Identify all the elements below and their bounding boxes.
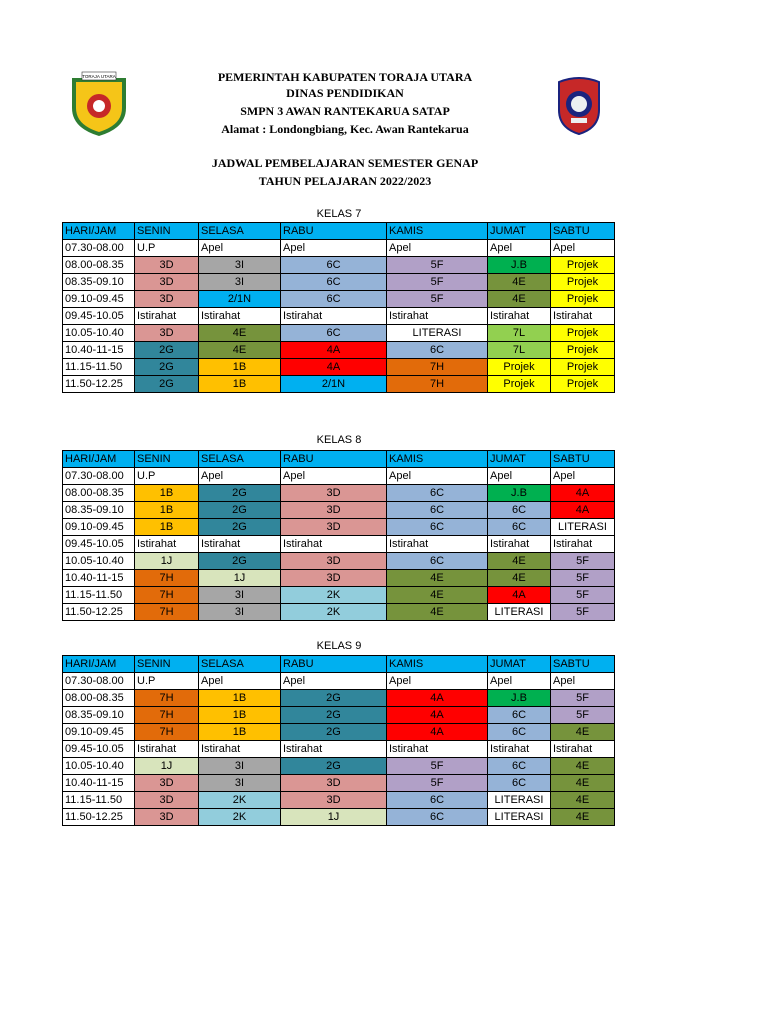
subject-cell: 4E	[551, 775, 615, 792]
time-slot-cell: 09.45-10.05	[63, 741, 135, 758]
schedule-table-kelas-7	[62, 222, 615, 393]
table-row	[63, 673, 615, 690]
subject-cell: Projek	[551, 359, 615, 376]
subject-cell: 3D	[135, 257, 199, 274]
subject-cell: 6C	[488, 519, 551, 536]
crest-text: TORAJA UTARA	[82, 74, 116, 79]
subject-cell: 2G	[199, 519, 281, 536]
subject-cell: 3D	[281, 792, 387, 809]
subject-cell: 4E	[199, 325, 281, 342]
subject-cell: J.B	[488, 690, 551, 707]
time-slot-cell: 11.15-11.50	[63, 587, 135, 604]
subject-cell: 3I	[199, 775, 281, 792]
subject-cell: 7H	[135, 690, 199, 707]
column-header: JUMAT	[488, 223, 551, 240]
subject-cell: 5F	[551, 570, 615, 587]
subject-cell: 4E	[551, 758, 615, 775]
subject-cell: 7H	[135, 587, 199, 604]
time-slot-cell: 10.05-10.40	[63, 553, 135, 570]
subject-cell: Apel	[281, 240, 387, 257]
subject-cell: LITERASI	[488, 809, 551, 826]
table-row	[63, 274, 615, 291]
subject-cell: 4E	[488, 291, 551, 308]
subject-cell: LITERASI	[551, 519, 615, 536]
subject-cell: Istirahat	[281, 308, 387, 325]
table-row	[63, 741, 615, 758]
table-row	[63, 553, 615, 570]
subject-cell: 4E	[551, 792, 615, 809]
subject-cell: 6C	[281, 325, 387, 342]
subject-cell: LITERASI	[387, 325, 488, 342]
subject-cell: 6C	[488, 775, 551, 792]
subject-cell: Apel	[551, 240, 615, 257]
subject-cell: J.B	[488, 485, 551, 502]
time-slot-cell: 11.50-12.25	[63, 809, 135, 826]
table-header-row	[63, 451, 615, 468]
subject-cell: Apel	[387, 468, 488, 485]
subject-cell: 1B	[199, 707, 281, 724]
subject-cell: 1J	[281, 809, 387, 826]
time-slot-cell: 09.10-09.45	[63, 291, 135, 308]
column-header: HARI/JAM	[63, 656, 135, 673]
column-header: SENIN	[135, 656, 199, 673]
subject-cell: 2K	[199, 792, 281, 809]
table-row	[63, 502, 615, 519]
subject-cell: 4A	[387, 724, 488, 741]
table-row	[63, 707, 615, 724]
subject-cell: 5F	[551, 553, 615, 570]
table-row	[63, 240, 615, 257]
column-header: SENIN	[135, 223, 199, 240]
subject-cell: Istirahat	[387, 741, 488, 758]
subject-cell: 6C	[387, 792, 488, 809]
subject-cell: 3D	[281, 519, 387, 536]
subject-cell: 1J	[199, 570, 281, 587]
subject-cell: Istirahat	[199, 308, 281, 325]
subject-cell: 6C	[387, 553, 488, 570]
subject-cell: 2G	[281, 707, 387, 724]
column-header: SELASA	[199, 656, 281, 673]
subject-cell: LITERASI	[488, 792, 551, 809]
column-header: JUMAT	[488, 451, 551, 468]
time-slot-cell: 08.35-09.10	[63, 274, 135, 291]
subject-cell: Apel	[551, 673, 615, 690]
column-header: KAMIS	[387, 451, 488, 468]
column-header: RABU	[281, 223, 387, 240]
subject-cell: Projek	[488, 359, 551, 376]
time-slot-cell: 09.10-09.45	[63, 724, 135, 741]
subject-cell: 6C	[488, 707, 551, 724]
column-header: SABTU	[551, 223, 615, 240]
subject-cell: 5F	[551, 587, 615, 604]
subject-cell: 2G	[281, 724, 387, 741]
subject-cell: 4E	[387, 570, 488, 587]
subject-cell: Apel	[199, 673, 281, 690]
subject-cell: 1J	[135, 758, 199, 775]
subject-cell: 6C	[281, 291, 387, 308]
subject-cell: 5F	[387, 775, 488, 792]
subject-cell: 7H	[135, 570, 199, 587]
table-row	[63, 485, 615, 502]
subject-cell: Istirahat	[488, 741, 551, 758]
subject-cell: 1B	[135, 485, 199, 502]
subject-cell: Istirahat	[135, 308, 199, 325]
subject-cell: 4E	[199, 342, 281, 359]
caption-kelas-9: KELAS 9	[316, 640, 362, 652]
subject-cell: 3D	[281, 553, 387, 570]
subject-cell: 7H	[387, 376, 488, 393]
subject-cell: 6C	[387, 485, 488, 502]
table-row	[63, 359, 615, 376]
subject-cell: 4E	[488, 553, 551, 570]
subject-cell: 3D	[135, 809, 199, 826]
column-header: HARI/JAM	[63, 223, 135, 240]
column-header: SABTU	[551, 656, 615, 673]
subject-cell: 4E	[387, 604, 488, 621]
subject-cell: 3D	[135, 274, 199, 291]
table-row	[63, 792, 615, 809]
subject-cell: Istirahat	[551, 536, 615, 553]
subject-cell: 3D	[281, 570, 387, 587]
subject-cell: 4E	[488, 274, 551, 291]
time-slot-cell: 08.35-09.10	[63, 502, 135, 519]
column-header: KAMIS	[387, 656, 488, 673]
subject-cell: Apel	[387, 673, 488, 690]
subject-cell: 3D	[281, 775, 387, 792]
column-header: RABU	[281, 656, 387, 673]
schedule-year: TAHUN PELAJARAN 2022/2023	[258, 174, 432, 188]
time-slot-cell: 11.15-11.50	[63, 359, 135, 376]
subject-cell: Apel	[488, 240, 551, 257]
subject-cell: 2G	[135, 342, 199, 359]
subject-cell: 2/1N	[199, 291, 281, 308]
header-line-government: PEMERINTAH KABUPATEN TORAJA UTARA	[217, 70, 473, 84]
time-slot-cell: 07.30-08.00	[63, 240, 135, 257]
subject-cell: 2K	[281, 587, 387, 604]
subject-cell: 7H	[135, 724, 199, 741]
schedule-table-kelas-9	[62, 655, 615, 826]
subject-cell: 7H	[387, 359, 488, 376]
subject-cell: 2G	[281, 758, 387, 775]
time-slot-cell: 08.00-08.35	[63, 485, 135, 502]
subject-cell: 2G	[135, 376, 199, 393]
column-header: SELASA	[199, 451, 281, 468]
subject-cell: 4A	[387, 707, 488, 724]
subject-cell: 2K	[281, 604, 387, 621]
subject-cell: 4A	[387, 690, 488, 707]
subject-cell: 2G	[135, 359, 199, 376]
table-row	[63, 809, 615, 826]
time-slot-cell: 11.50-12.25	[63, 376, 135, 393]
subject-cell: Projek	[551, 257, 615, 274]
subject-cell: 5F	[551, 604, 615, 621]
subject-cell: 7L	[488, 325, 551, 342]
subject-cell: 1J	[135, 553, 199, 570]
subject-cell: 3D	[135, 775, 199, 792]
subject-cell: Istirahat	[135, 536, 199, 553]
time-slot-cell: 10.40-11-15	[63, 775, 135, 792]
subject-cell: 2G	[199, 553, 281, 570]
subject-cell: 4E	[551, 724, 615, 741]
subject-cell: 6C	[488, 758, 551, 775]
subject-cell: 1B	[199, 376, 281, 393]
subject-cell: 5F	[387, 291, 488, 308]
subject-cell: Istirahat	[551, 308, 615, 325]
table-row	[63, 257, 615, 274]
table-row	[63, 468, 615, 485]
subject-cell: 4A	[281, 359, 387, 376]
subject-cell: Istirahat	[199, 741, 281, 758]
time-slot-cell: 10.40-11-15	[63, 570, 135, 587]
column-header: SENIN	[135, 451, 199, 468]
subject-cell: Apel	[387, 240, 488, 257]
subject-cell: 3I	[199, 758, 281, 775]
time-slot-cell: 09.45-10.05	[63, 536, 135, 553]
time-slot-cell: 10.05-10.40	[63, 325, 135, 342]
subject-cell: Istirahat	[488, 308, 551, 325]
caption-kelas-8: KELAS 8	[316, 434, 362, 446]
table-row	[63, 690, 615, 707]
subject-cell: 3D	[281, 485, 387, 502]
column-header: RABU	[281, 451, 387, 468]
subject-cell: 1B	[199, 359, 281, 376]
header-line-address: Alamat : Londongbiang, Kec. Awan Rantekarua	[221, 122, 469, 136]
subject-cell: Istirahat	[281, 536, 387, 553]
subject-cell: U.P	[135, 673, 199, 690]
subject-cell: 3I	[199, 604, 281, 621]
table-row	[63, 342, 615, 359]
subject-cell: Projek	[551, 376, 615, 393]
subject-cell: 3D	[281, 502, 387, 519]
subject-cell: 1B	[199, 724, 281, 741]
subject-cell: J.B	[488, 257, 551, 274]
subject-cell: 3I	[199, 257, 281, 274]
toraja-utara-crest-icon	[68, 70, 130, 138]
subject-cell: 5F	[551, 707, 615, 724]
subject-cell: 4A	[281, 342, 387, 359]
column-header: SABTU	[551, 451, 615, 468]
subject-cell: Apel	[199, 240, 281, 257]
header-line-department: DINAS PENDIDIKAN	[286, 86, 404, 100]
subject-cell: 6C	[281, 274, 387, 291]
subject-cell: 7L	[488, 342, 551, 359]
subject-cell: 6C	[281, 257, 387, 274]
subject-cell: Apel	[281, 468, 387, 485]
table-row	[63, 570, 615, 587]
subject-cell: 5F	[387, 758, 488, 775]
subject-cell: 4A	[551, 485, 615, 502]
subject-cell: 2G	[199, 485, 281, 502]
subject-cell: 1B	[135, 502, 199, 519]
subject-cell: 6C	[488, 724, 551, 741]
subject-cell: 6C	[488, 502, 551, 519]
time-slot-cell: 10.05-10.40	[63, 758, 135, 775]
subject-cell: Projek	[488, 376, 551, 393]
table-row	[63, 724, 615, 741]
school-emblem-icon	[556, 76, 602, 136]
subject-cell: Projek	[551, 342, 615, 359]
subject-cell: 2K	[199, 809, 281, 826]
subject-cell: 4A	[488, 587, 551, 604]
time-slot-cell: 08.35-09.10	[63, 707, 135, 724]
schedule-title: JADWAL PEMBELAJARAN SEMESTER GENAP	[211, 156, 479, 170]
subject-cell: Istirahat	[387, 308, 488, 325]
time-slot-cell: 09.10-09.45	[63, 519, 135, 536]
subject-cell: 3D	[135, 325, 199, 342]
subject-cell: 2G	[281, 690, 387, 707]
time-slot-cell: 08.00-08.35	[63, 690, 135, 707]
header-line-school: SMPN 3 AWAN RANTEKARUA SATAP	[240, 104, 450, 118]
subject-cell: 4A	[551, 502, 615, 519]
subject-cell: 3I	[199, 587, 281, 604]
subject-cell: 5F	[387, 274, 488, 291]
subject-cell: Istirahat	[387, 536, 488, 553]
time-slot-cell: 08.00-08.35	[63, 257, 135, 274]
subject-cell: 6C	[387, 519, 488, 536]
subject-cell: 7H	[135, 604, 199, 621]
subject-cell: Apel	[281, 673, 387, 690]
time-slot-cell: 10.40-11-15	[63, 342, 135, 359]
subject-cell: 2G	[199, 502, 281, 519]
column-header: SELASA	[199, 223, 281, 240]
table-row	[63, 587, 615, 604]
subject-cell: Projek	[551, 325, 615, 342]
table-row	[63, 325, 615, 342]
time-slot-cell: 11.50-12.25	[63, 604, 135, 621]
subject-cell: 5F	[551, 690, 615, 707]
time-slot-cell: 09.45-10.05	[63, 308, 135, 325]
subject-cell: Istirahat	[199, 536, 281, 553]
table-row	[63, 308, 615, 325]
subject-cell: 2/1N	[281, 376, 387, 393]
subject-cell: LITERASI	[488, 604, 551, 621]
table-row	[63, 536, 615, 553]
subject-cell: 3I	[199, 274, 281, 291]
time-slot-cell: 07.30-08.00	[63, 673, 135, 690]
subject-cell: U.P	[135, 240, 199, 257]
subject-cell: 1B	[199, 690, 281, 707]
column-header: KAMIS	[387, 223, 488, 240]
subject-cell: Apel	[551, 468, 615, 485]
table-row	[63, 604, 615, 621]
subject-cell: Istirahat	[281, 741, 387, 758]
subject-cell: Istirahat	[551, 741, 615, 758]
subject-cell: Apel	[199, 468, 281, 485]
subject-cell: 4E	[387, 587, 488, 604]
subject-cell: 4E	[551, 809, 615, 826]
table-row	[63, 758, 615, 775]
table-row	[63, 775, 615, 792]
time-slot-cell: 11.15-11.50	[63, 792, 135, 809]
table-header-row	[63, 223, 615, 240]
subject-cell: Apel	[488, 673, 551, 690]
subject-cell: 3D	[135, 792, 199, 809]
column-header: JUMAT	[488, 656, 551, 673]
subject-cell: 5F	[387, 257, 488, 274]
subject-cell: 4E	[488, 570, 551, 587]
table-row	[63, 291, 615, 308]
table-row	[63, 519, 615, 536]
column-header: HARI/JAM	[63, 451, 135, 468]
subject-cell: 6C	[387, 809, 488, 826]
caption-kelas-7: KELAS 7	[316, 208, 362, 220]
subject-cell: Istirahat	[488, 536, 551, 553]
subject-cell: 7H	[135, 707, 199, 724]
subject-cell: 6C	[387, 502, 488, 519]
schedule-table-kelas-8	[62, 450, 615, 621]
table-row	[63, 376, 615, 393]
subject-cell: Istirahat	[135, 741, 199, 758]
subject-cell: 6C	[387, 342, 488, 359]
subject-cell: 3D	[135, 291, 199, 308]
table-header-row	[63, 656, 615, 673]
subject-cell: Projek	[551, 291, 615, 308]
subject-cell: Apel	[488, 468, 551, 485]
time-slot-cell: 07.30-08.00	[63, 468, 135, 485]
subject-cell: U.P	[135, 468, 199, 485]
subject-cell: Projek	[551, 274, 615, 291]
subject-cell: 1B	[135, 519, 199, 536]
